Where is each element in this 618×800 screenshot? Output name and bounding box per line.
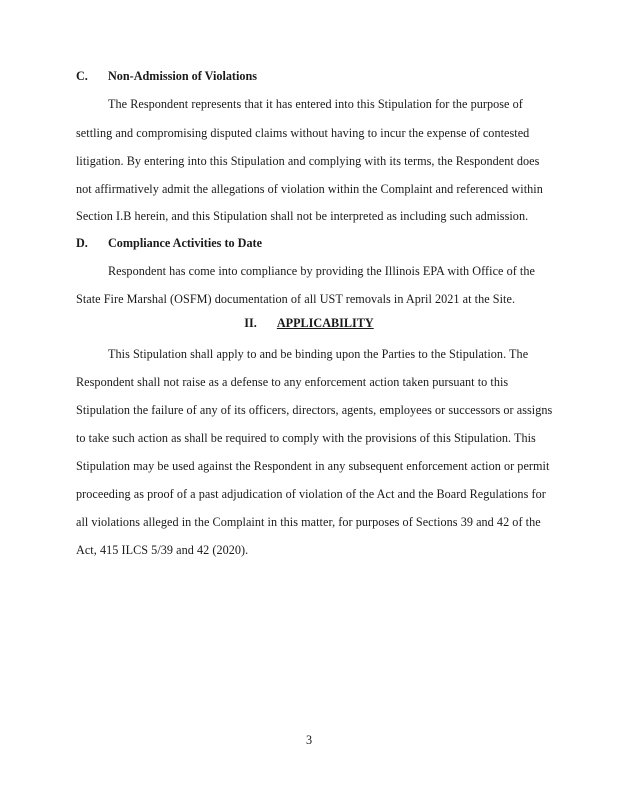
section-ii-line: Respondent shall not raise as a defense to any enforcement action taken pursuant to this	[76, 375, 509, 389]
section-c-line: litigation. By entering into this Stipulation and complying with its terms, the Respondent does	[76, 154, 540, 168]
section-c-line: not affirmatively admit the allegations of violation within the Complaint and referenced within	[76, 182, 543, 196]
section-ii-line: Stipulation the failure of any of its officers, directors, agents, employees or successors or assigns	[76, 403, 553, 417]
section-d-title: Compliance Activities to Date	[108, 236, 263, 250]
section-d-heading	[76, 236, 262, 251]
section-ii-line: This Stipulation shall apply to and be binding upon the Parties to the Stipulation. The	[108, 347, 529, 361]
section-ii-title: APPLICABILITY	[276, 316, 374, 330]
section-ii-line: Stipulation may be used against the Respondent in any subsequent enforcement action or permit	[76, 459, 550, 473]
section-d-line: State Fire Marshal (OSFM) documentation of all UST removals in April 2021 at the Site.	[76, 292, 516, 306]
section-ii-heading	[0, 316, 618, 331]
section-ii-line: proceeding as proof of a past adjudication of violation of the Act and the Board Regulations for	[76, 487, 546, 501]
section-ii-line: to take such action as shall be required to comply with the provisions of this Stipulation. This	[76, 431, 536, 445]
section-c-letter: C.	[76, 69, 88, 83]
section-d-letter: D.	[76, 236, 88, 250]
section-ii-line: all violations alleged in the Complaint in this matter, for purposes of Sections 39 and 42 of the	[76, 515, 541, 529]
section-c-title: Non-Admission of Violations	[108, 69, 257, 83]
section-c-line: The Respondent represents that it has entered into this Stipulation for the purpose of	[108, 97, 523, 111]
page-number: 3	[305, 733, 313, 747]
section-c-line: Section I.B herein, and this Stipulation shall not be interpreted as including such admission.	[76, 209, 529, 223]
section-ii-line: Act, 415 ILCS 5/39 and 42 (2020).	[76, 543, 249, 557]
section-c-heading	[76, 69, 257, 84]
section-c-line: settling and compromising disputed claims without having to incur the expense of contested	[76, 126, 530, 140]
section-d-line: Respondent has come into compliance by providing the Illinois EPA with Office of the	[108, 264, 535, 278]
section-ii-number: II.	[244, 316, 257, 330]
